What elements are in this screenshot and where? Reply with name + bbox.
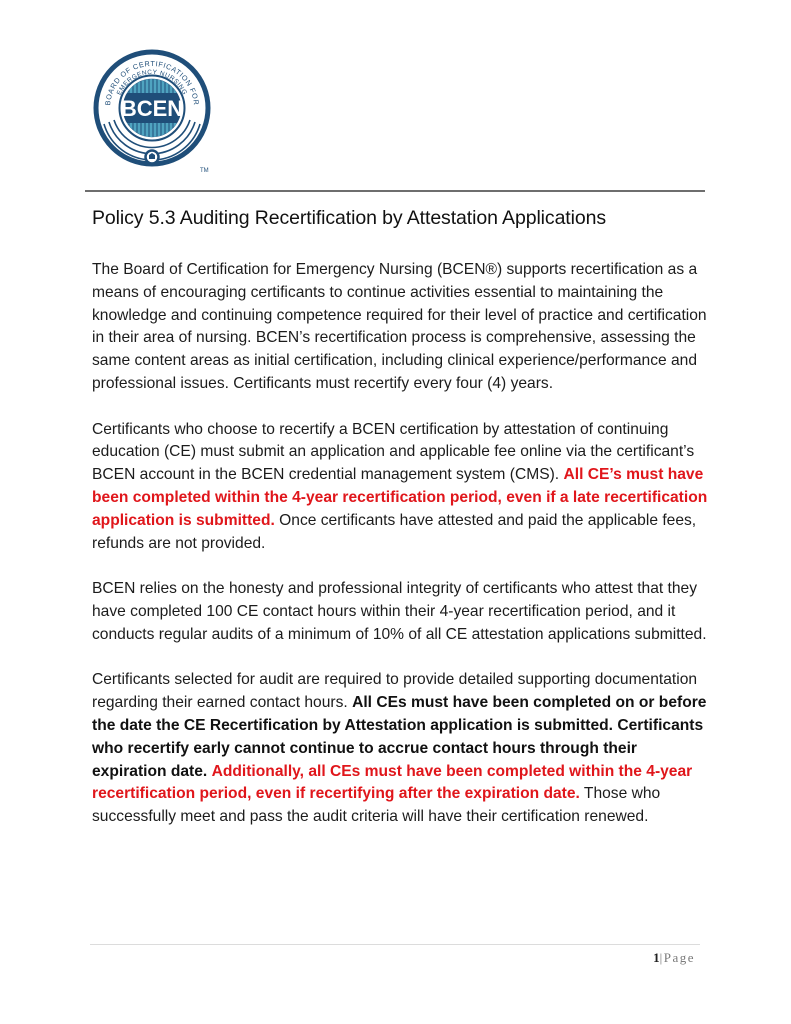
paragraph-application	[92, 419, 708, 556]
paragraph-text: Certificants selected for audit are required to provide detailed supporting documentation regarding their earned contact hours.	[92, 671, 698, 712]
page-separator: |	[659, 950, 664, 965]
paragraph-text: The Board of Certification for Emergency Nursing (BCEN®) supports recertification as a means of encouraging certificants to continue activities essential to maintaining the knowledge and continuing competence required for their level of practice and certification in their area of nursing. BCEN’s recertification process is comprehensive, assessing the same content areas as initial certification, including clinical experience/performance and professional issues. Certificants must recertify every four (4) years.	[92, 261, 707, 392]
paragraph-text: BCEN relies on the honesty and professional integrity of certificants who attest that they have completed 100 CE contact hours within their 4-year recertification period, and it conducts regular audits of a minimum of 10% of all CE attestation applications submitted.	[92, 580, 707, 643]
emphasis-bold-text: All CEs must have been completed on or before the date the CE Recertification by Attestation application is submitted. Certificants who recertify early cannot continue to accrue contact hours through their expiration date.	[92, 694, 707, 780]
document-body	[92, 259, 708, 852]
page-label: Page	[663, 950, 695, 965]
bcen-logo	[92, 48, 212, 173]
page-title: Policy 5.3 Auditing Recertification by Attestation Applications	[92, 207, 607, 229]
svg-text:BOARD OF CERTIFICATION FOR: BOARD OF CERTIFICATION FOR	[103, 58, 201, 106]
svg-text:EMERGENCY NURSING: EMERGENCY NURSING	[115, 68, 189, 97]
paragraph-text: Once certificants have attested and paid the applicable fees, refunds are not provided.	[92, 511, 697, 552]
paragraph-audit-rate	[92, 578, 708, 646]
header-divider	[85, 190, 705, 192]
emphasis-red-text: Additionally, all CEs must have been completed within the 4-year recertification period, even if recertifying after the expiration date.	[92, 762, 693, 803]
paragraph-audit-requirements	[92, 669, 708, 829]
footer-divider	[90, 944, 700, 945]
page-number	[653, 950, 695, 966]
paragraph-text: Those who successfully meet and pass the audit criteria will have their certification renewed.	[92, 785, 661, 826]
logo-wordmark: BCEN	[120, 96, 184, 121]
trademark-mark: TM	[200, 168, 209, 173]
page-number-value: 1	[653, 950, 660, 965]
paragraph-intro	[92, 259, 708, 396]
bcen-seal-icon	[92, 48, 212, 173]
emphasis-red-text: All CE’s must have been completed within the 4-year recertification period, even if a late recertification application is submitted.	[92, 466, 708, 529]
paragraph-text: Certificants who choose to recertify a BCEN certification by attestation of continuing education (CE) must submit an application and applicable fee online via the certificant’s BCEN account in the BCEN credential management system (CMS).	[92, 420, 695, 484]
